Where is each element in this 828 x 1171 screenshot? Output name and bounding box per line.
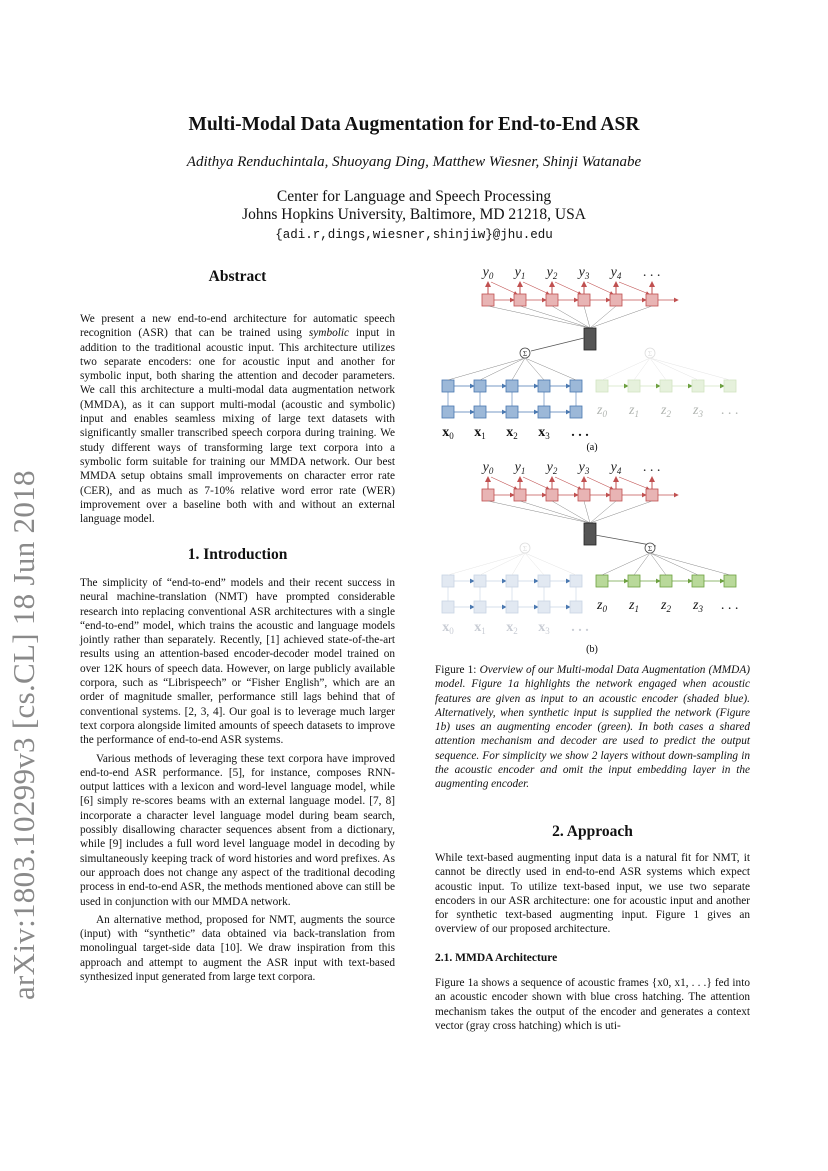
acoustic-attention-link <box>525 358 576 380</box>
decoder-feedback-arrow <box>555 282 581 294</box>
decoder-cell <box>514 294 526 306</box>
acoustic-encoder-cell <box>474 380 486 392</box>
augmenting-attention-link <box>650 553 666 575</box>
acoustic-encoder-cell <box>570 406 582 418</box>
input-frame-label-4: . . . <box>571 620 589 635</box>
acoustic-encoder-cell <box>506 575 518 587</box>
context-vector <box>584 328 596 350</box>
output-label-4: $y_4$ <box>610 265 622 281</box>
acoustic-encoder-cell <box>538 380 550 392</box>
intro-body <box>80 576 395 984</box>
decoder-cell <box>610 489 622 501</box>
author-email: {adi.r,dings,wiesner,shinjiw}@jhu.edu <box>275 228 553 242</box>
decoder-feedback-arrow <box>523 282 549 294</box>
decoder-cell <box>578 294 590 306</box>
augmenting-attention-link <box>602 358 650 380</box>
context-link <box>552 501 590 523</box>
acoustic-encoder-cell <box>538 406 550 418</box>
augmenting-encoder-cell <box>596 380 608 392</box>
output-label-2: $y_2$ <box>546 460 558 476</box>
acoustic-encoder-cell <box>538 575 550 587</box>
context-link <box>590 306 652 328</box>
augmenting-input-label-1: $z_1$ <box>629 403 639 419</box>
decoder-cell <box>514 489 526 501</box>
author-list: Adithya Renduchintala, Shuoyang Ding, Matthew Wiesner, Shinji Watanabe <box>186 154 642 170</box>
decoder-feedback-arrow <box>491 282 517 294</box>
context-link <box>488 501 590 523</box>
augmenting-input-label-2: $z_2$ <box>661 598 671 614</box>
approach-heading: 2. Approach <box>552 823 633 840</box>
augmenting-input-label-0: $z_0$ <box>597 403 607 419</box>
acoustic-encoder-cell <box>474 575 486 587</box>
intro-paragraph-1: The simplicity of “end-to-end” models and their recent success in neural machine-translation (NMT) have prompted considerable research into replacing conventional ASR architectures with a single “end-to-end” model, which trains the acoustic and language models jointly rather than separately. Recently, [1] achieved state-of-the-art results using an attention-based encoder-decoder model trained on over 12K hours of speech data. However, on large publicly available corpora, such as “Librispeech” or “Fisher English”, which are an order of magnitude smaller, performance still lags behind that of conventional systems. [2, 3, 4]. Our goal is to leverage much larger text corpora alongside limited amounts of speech datasets to improve the performance of end-to-end ASR systems. <box>80 577 395 747</box>
subfigure-b-label: (b) <box>586 644 598 655</box>
input-frame-label-0: $x_0$ <box>442 620 454 636</box>
decoder-cell <box>646 294 658 306</box>
decoder-cell <box>646 489 658 501</box>
decoder-feedback-arrow <box>491 477 517 489</box>
approach-paragraph-2: Figure 1a shows a sequence of acoustic frames {x0, x1, . . .} fed into an acoustic encoder shown with blue cross hatching. The attention mechanism takes the output of the encoder and generates a context vector (gray cross hatching) which is uti- <box>435 977 750 1032</box>
context-link <box>584 306 590 328</box>
context-link <box>590 501 616 523</box>
context-link <box>552 306 590 328</box>
acoustic-encoder-cell <box>506 601 518 613</box>
decoder-cell <box>610 294 622 306</box>
subfigure-a-label: (a) <box>586 442 598 453</box>
paper-title: Multi-Modal Data Augmentation for End-to-End ASR <box>188 114 640 135</box>
acoustic-encoder-cell <box>570 380 582 392</box>
acoustic-encoder-cell <box>442 601 454 613</box>
decoder-cell <box>482 489 494 501</box>
augmenting-attention-link <box>650 358 730 380</box>
input-frame-label-1: $x_1$ <box>474 425 486 441</box>
output-label-4: $y_4$ <box>610 460 622 476</box>
decoder-feedback-arrow <box>587 477 613 489</box>
augmenting-input-label-3: $z_3$ <box>693 403 703 419</box>
affiliation-line-2: Johns Hopkins University, Baltimore, MD 21218, USA <box>242 206 586 223</box>
decoder-feedback-arrow <box>523 477 549 489</box>
attention-sum-symbol: Σ <box>522 350 528 358</box>
acoustic-encoder-cell <box>442 575 454 587</box>
decoder-feedback-arrow <box>619 282 649 294</box>
arxiv-stamp: arXiv:1803.10299v3 [cs.CL] 18 Jun 2018 <box>6 470 41 1000</box>
augmenting-encoder-cell <box>628 575 640 587</box>
decoder-cell <box>482 294 494 306</box>
output-label-2: $y_2$ <box>546 265 558 281</box>
mmda-architecture-subheading: 2.1. MMDA Architecture <box>435 952 558 964</box>
attention-to-context <box>531 338 584 351</box>
acoustic-encoder-cell <box>570 575 582 587</box>
acoustic-encoder-cell <box>442 380 454 392</box>
approach-paragraph-1: While text-based augmenting input data is a natural fit for NMT, it cannot be directly used in end-to-end ASR systems which expect acoustic input. To utilize text-based input, we use two separate encoders in our ASR architecture: one for acoustic input and another for synthetic text-based augmenting input. Figure 1 gives an overview of our proposed architecture. <box>435 852 750 936</box>
acoustic-encoder-cell <box>570 601 582 613</box>
augmenting-encoder-cell <box>628 380 640 392</box>
context-link <box>590 501 652 523</box>
intro-paragraph-3: An alternative method, proposed for NMT, augments the source (input) with “synthetic” data obtained via back-translation from monolingual target-side data [10]. We draw inspiration from this approach and attempt to augment the ASR input with text-based synthesized input generated from large text corpora. <box>80 913 395 984</box>
augmenting-attention-link <box>634 358 650 380</box>
output-label-0: $y_0$ <box>482 265 494 281</box>
augmenting-encoder-cell <box>692 575 704 587</box>
acoustic-attention-link <box>525 553 544 575</box>
augmenting-input-label-3: $z_3$ <box>693 598 703 614</box>
mmda-architecture-figure <box>430 258 750 658</box>
figure-caption <box>435 663 750 792</box>
acoustic-encoder-cell <box>506 380 518 392</box>
abstract-text-2: input in addition to the traditional acoustic input. This architecture utilizes two separate encoders: one for acoustic input and another for symbolic input, both sharing the attention and decoder parameters. We call this architecture a multi-modal data augmentation network (MMDA), as it can support multi-modal (acoustic and symbolic) input and enables seamless mixing of large text datasets with significantly smaller transcribed speech corpora during training. We study different ways of transforming large text corpora into a symbolic form suitable for training our MMDA network. Our best MMDA setup obtains small improvements on character error rate (CER), and as much as 7-10% relative word error rate (WER) improvement over a baseline both with and without an external language model. <box>80 327 395 526</box>
figure-caption-text: Overview of our Multi-modal Data Augmentation (MMDA) model. Figure 1a highlights the network engaged when acoustic features are given as input to an acoustic encoder (shaded blue). Alternatively, when synthetic input is supplied the network (Figure 1b) uses an augmenting encoder (green). In both cases a shared attention mechanism and decoder are used to predict the output sequence. For simplicity we show 2 layers without down-sampling in the acoustic encoder and omit the input embedding layer in the augmenting encoder. <box>435 664 750 791</box>
abstract-body <box>80 312 395 526</box>
augmenting-encoder-cell <box>596 575 608 587</box>
figure-caption-prefix: Figure 1: <box>435 664 480 676</box>
acoustic-encoder-cell <box>506 406 518 418</box>
augmenting-input-label-4: . . . <box>721 403 739 418</box>
acoustic-attention-link <box>525 553 576 575</box>
abstract-text-1: We present a new end-to-end architecture for automatic speech recognition (ASR) that can be trained using <box>80 313 395 340</box>
attention-sum-symbol-inactive: Σ <box>647 350 653 358</box>
attention-sum-symbol-inactive: Σ <box>522 545 528 553</box>
acoustic-encoder-cell <box>474 601 486 613</box>
augmenting-encoder-cell <box>724 380 736 392</box>
input-frame-label-2: $x_2$ <box>506 425 518 441</box>
output-label-5: . . . <box>643 265 661 280</box>
output-label-0: $y_0$ <box>482 460 494 476</box>
input-frame-label-1: $x_1$ <box>474 620 486 636</box>
decoder-cell <box>578 489 590 501</box>
intro-heading: 1. Introduction <box>187 546 288 563</box>
acoustic-encoder-cell <box>474 406 486 418</box>
attention-sum-symbol: Σ <box>647 545 653 553</box>
output-label-1: $y_1$ <box>514 460 526 476</box>
input-frame-label-0: $x_0$ <box>442 425 454 441</box>
augmenting-attention-link <box>634 553 650 575</box>
output-label-3: $y_3$ <box>578 265 590 281</box>
augmenting-encoder-cell <box>660 575 672 587</box>
input-frame-label-2: $x_2$ <box>506 620 518 636</box>
decoder-feedback-arrow <box>587 282 613 294</box>
decoder-cell <box>546 489 558 501</box>
augmenting-input-label-4: . . . <box>721 598 739 613</box>
acoustic-encoder-cell <box>442 406 454 418</box>
intro-paragraph-2: Various methods of leveraging these text corpora have improved end-to-end ASR performance. [5], for instance, composes RNN-output lattices with a lexicon and word-level language model, while [6] simply re-scores beams with an external language model. [7, 8] incorporate a character level language model during beam search, possibly disallowing character sequences absent from a dictionary, while [9] includes a full word level language model in decoding by simultaneously keeping track of word histories and word prefixes. As our approach does not change any aspect of the traditional decoding process in end-to-end ASR, the methods mentioned above can still be used in conjunction with our MMDA network. <box>80 752 395 908</box>
abstract-emphasis: symbolic <box>308 327 350 340</box>
augmenting-encoder-cell <box>724 575 736 587</box>
figure-panel-a <box>442 265 739 441</box>
input-frame-label-4: . . . <box>571 425 589 440</box>
affiliation-line-1: Center for Language and Speech Processing <box>276 188 552 205</box>
augmenting-attention-link <box>650 553 730 575</box>
context-link <box>488 306 590 328</box>
output-label-1: $y_1$ <box>514 265 526 281</box>
augmenting-attention-link <box>650 358 666 380</box>
acoustic-encoder-cell <box>538 601 550 613</box>
decoder-feedback-arrow <box>555 477 581 489</box>
context-link <box>520 501 590 523</box>
augmenting-input-label-0: $z_0$ <box>597 598 607 614</box>
context-link <box>584 501 590 523</box>
abstract-heading: Abstract <box>208 268 267 285</box>
augmenting-encoder-cell <box>692 380 704 392</box>
augmenting-input-label-1: $z_1$ <box>629 598 639 614</box>
acoustic-attention-link <box>525 358 544 380</box>
output-label-3: $y_3$ <box>578 460 590 476</box>
decoder-feedback-arrow <box>619 477 649 489</box>
input-frame-label-3: $x_3$ <box>538 620 550 636</box>
input-frame-label-3: $x_3$ <box>538 425 550 441</box>
augmenting-input-label-2: $z_2$ <box>661 403 671 419</box>
figure-panel-b <box>442 460 739 636</box>
augmenting-encoder-cell <box>660 380 672 392</box>
context-link <box>520 306 590 328</box>
context-link <box>590 306 616 328</box>
output-label-5: . . . <box>643 460 661 475</box>
augmenting-attention-link <box>602 553 650 575</box>
decoder-cell <box>546 294 558 306</box>
